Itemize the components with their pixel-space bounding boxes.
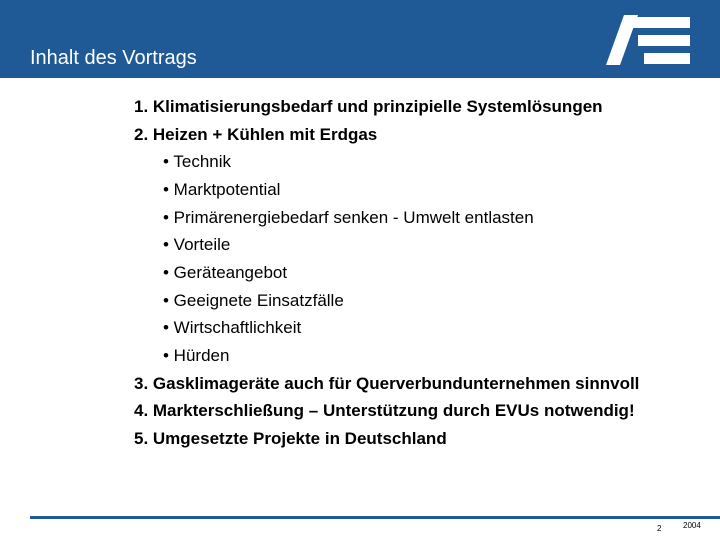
sub-item-einsatzfaelle: • Geeignete Einsatzfälle — [163, 291, 344, 310]
agenda-item-4: 4. Markterschließung – Unterstützung durch EVUs notwendig! — [134, 401, 635, 420]
sub-item-primaerenergie: • Primärenergiebedarf senken - Umwelt entlasten — [163, 208, 534, 227]
footer-year: 2004 — [683, 521, 701, 530]
sub-item-technik: • Technik — [163, 152, 232, 171]
page-number: 2 — [657, 524, 662, 533]
sub-item-huerden: • Hürden — [163, 346, 230, 365]
slide-title: Inhalt des Vortrags — [30, 47, 197, 69]
agenda-item-5: 5. Umgesetzte Projekte in Deutschland — [134, 429, 447, 448]
sub-item-geraeteangebot: • Geräteangebot — [163, 263, 288, 282]
sub-item-marktpotential: • Marktpotential — [163, 180, 281, 199]
agenda-item-2: 2. Heizen + Kühlen mit Erdgas — [134, 125, 378, 144]
agenda-item-1: 1. Klimatisierungsbedarf und prinzipielle Systemlösungen — [134, 97, 603, 116]
footer-divider — [30, 516, 720, 519]
sub-item-vorteile: • Vorteile — [163, 235, 231, 254]
sub-item-wirtschaftlichkeit: • Wirtschaftlichkeit — [163, 318, 302, 337]
agenda-item-3: 3. Gasklimageräte auch für Querverbundunternehmen sinnvoll — [134, 374, 640, 393]
